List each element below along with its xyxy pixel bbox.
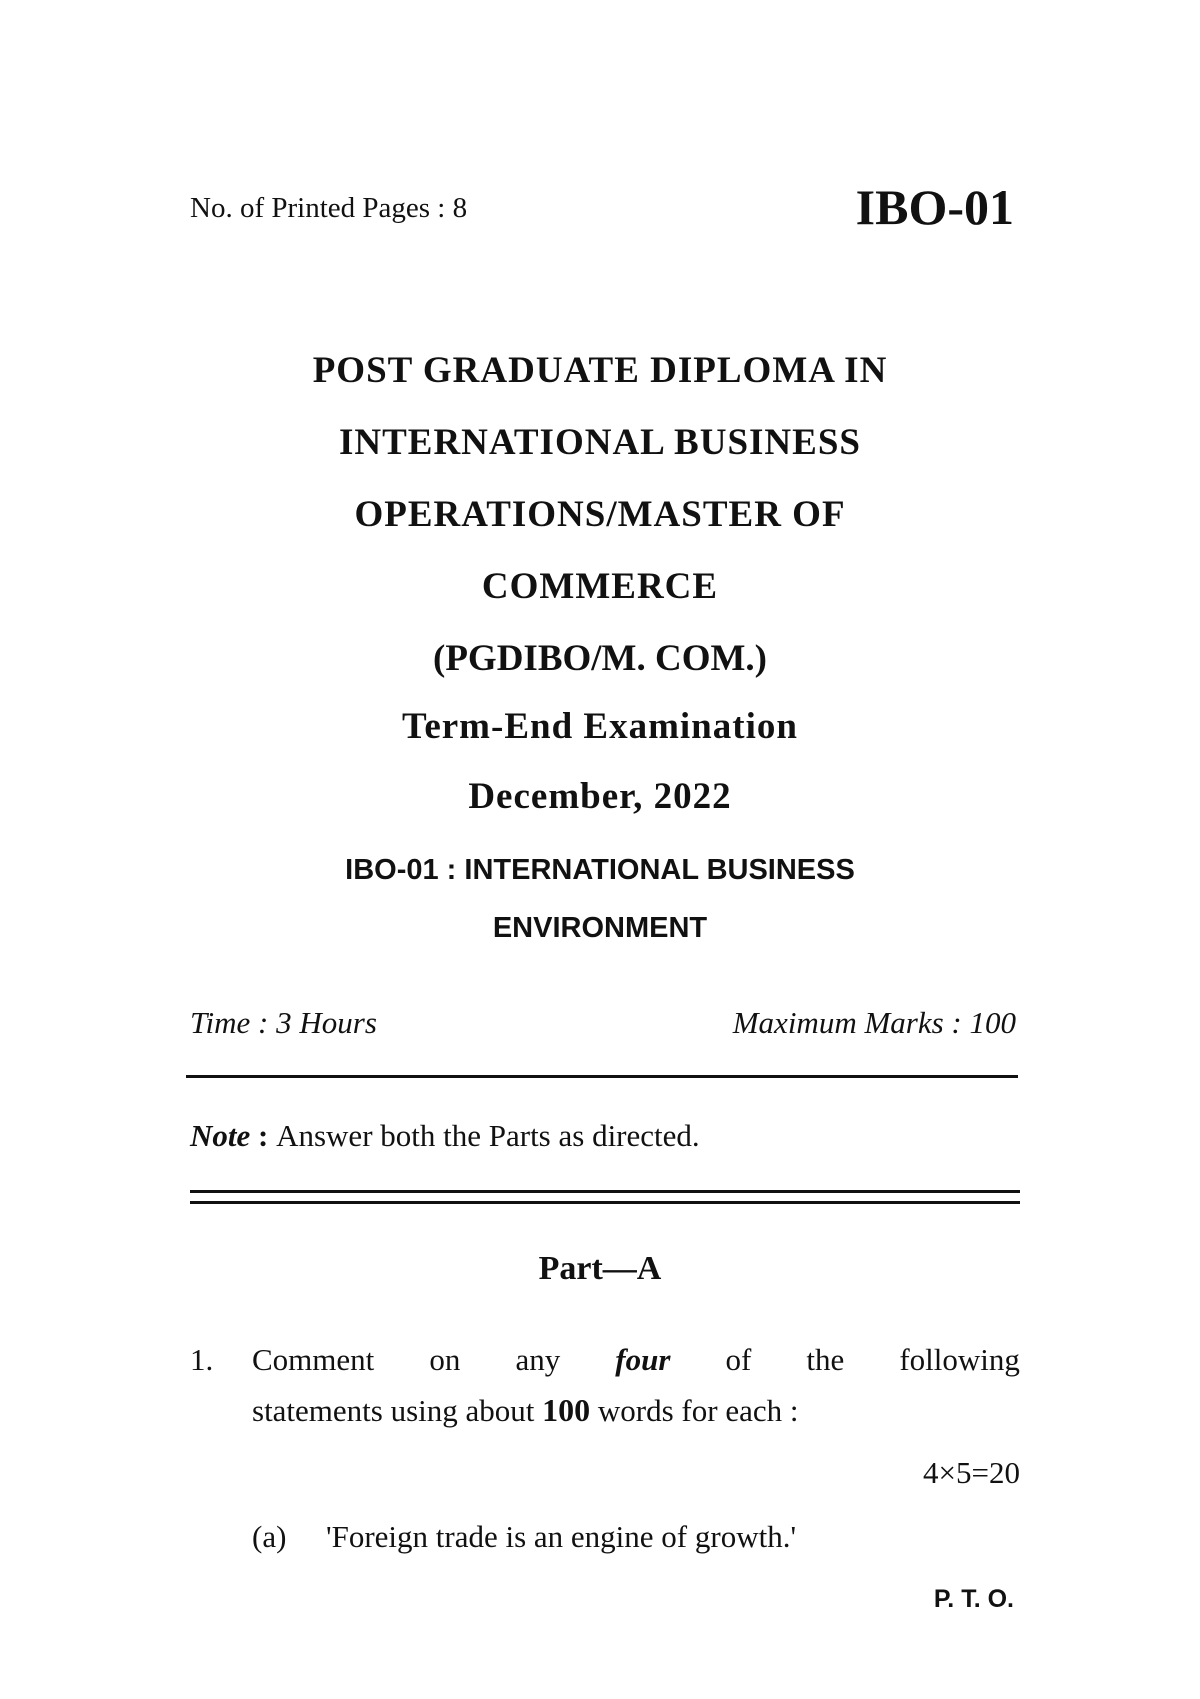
header-row: [190, 178, 1020, 248]
question-line-2-pre: statements using about: [252, 1393, 543, 1428]
course-code: (PGDIBO/M. COM.): [433, 638, 767, 679]
question-word-emphasis: four: [615, 1342, 671, 1377]
sub-question-text: 'Foreign trade is an engine of growth.': [326, 1519, 797, 1554]
question-line-2: [252, 1385, 1020, 1436]
printed-pages-count: No. of Printed Pages : 8: [190, 192, 468, 224]
title-line-4: COMMERCE: [481, 566, 719, 607]
sub-question-label: (a): [252, 1519, 287, 1554]
title-line-2: INTERNATIONAL BUSINESS: [338, 422, 861, 463]
title-line-3: OPERATIONS/MASTER OF: [354, 494, 846, 535]
subject-line-2: ENVIRONMENT: [492, 912, 708, 944]
divider-double: [190, 1190, 1020, 1204]
subject-line-1: IBO-01 : INTERNATIONAL BUSINESS: [345, 854, 855, 886]
question-word: on: [429, 1342, 461, 1377]
title-line-1: POST GRADUATE DIPLOMA IN: [312, 350, 888, 391]
paper-code: IBO-01: [855, 179, 1014, 235]
note: [190, 1118, 700, 1154]
question-word: the: [806, 1342, 845, 1377]
exam-type: Term-End Examination: [402, 706, 798, 747]
question-word: of: [725, 1342, 752, 1377]
question-marks: 4×5=20: [923, 1455, 1020, 1490]
sub-question-a: [252, 1512, 1020, 1562]
exam-date: December, 2022: [468, 776, 732, 817]
question-body: [252, 1335, 1020, 1562]
exam-info-row: [190, 1005, 1016, 1045]
question-word: following: [899, 1342, 1020, 1377]
maximum-marks: Maximum Marks : 100: [732, 1005, 1016, 1040]
please-turn-over: P. T. O.: [933, 1585, 1014, 1613]
question-number: 1.: [190, 1342, 214, 1377]
note-label: Note: [190, 1118, 251, 1153]
title-block: [150, 335, 1050, 957]
time-allowed: Time : 3 Hours: [190, 1005, 377, 1040]
word-count: 100: [542, 1392, 591, 1428]
question-line-1: [252, 1335, 1020, 1385]
question-word: any: [515, 1342, 561, 1377]
note-text: Answer both the Parts as directed.: [276, 1118, 700, 1153]
part-heading: Part—A: [538, 1250, 662, 1287]
question-line-2-post: words for each :: [590, 1393, 799, 1428]
note-colon: :: [250, 1118, 277, 1153]
divider-single: [186, 1075, 1018, 1078]
question-word: Comment: [252, 1342, 375, 1377]
